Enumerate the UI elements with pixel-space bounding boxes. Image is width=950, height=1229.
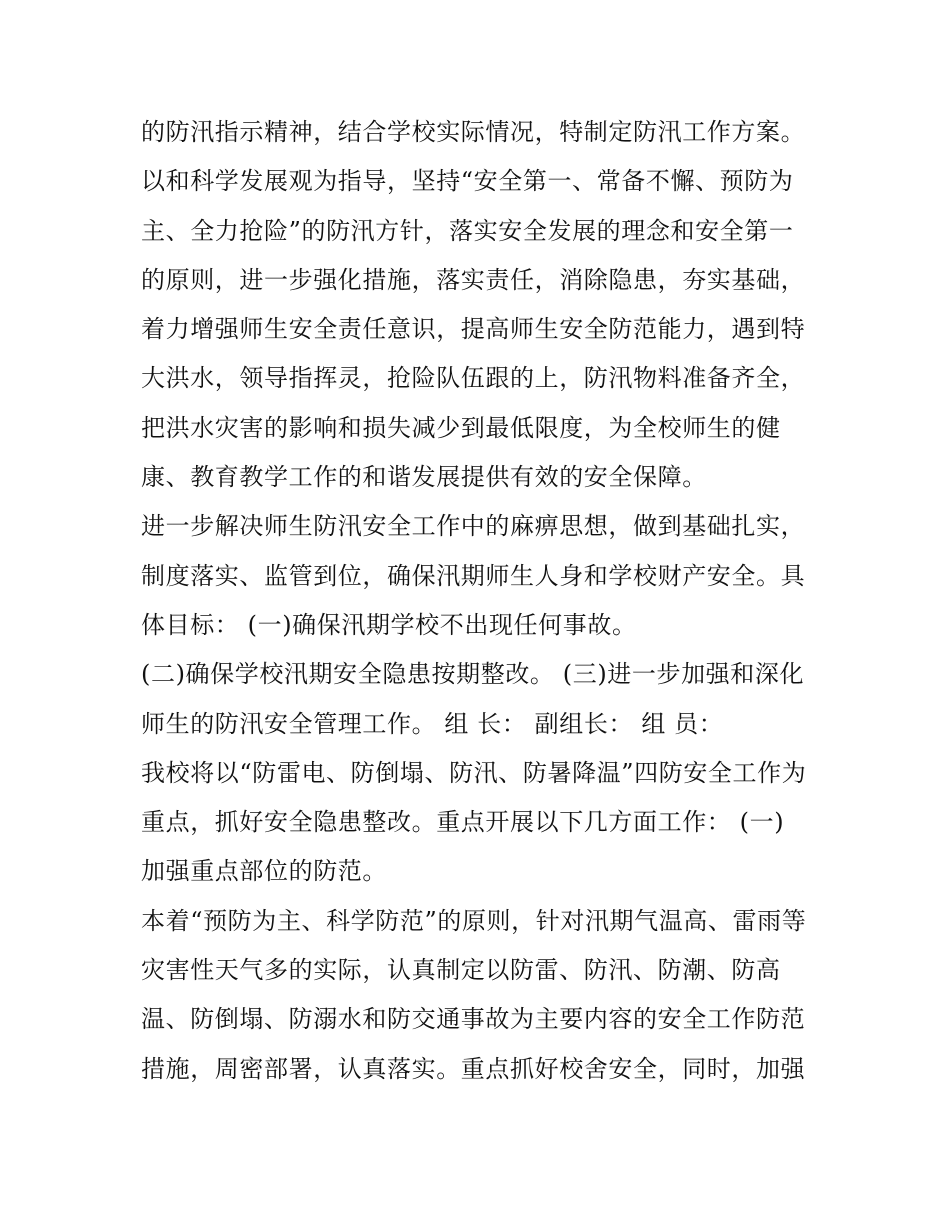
document-body	[141, 108, 821, 1094]
text-line: 的原则，进一步强化措施，落实责任，消除隐患，夯实基础，	[141, 265, 806, 294]
text-line: 本着“预防为主、科学防范”的原则，针对汛期气温高、雷雨等	[141, 906, 807, 935]
text-line: 措施，周密部署，认真落实。重点抓好校舍安全，同时，加强	[141, 1054, 806, 1083]
text-line: 体目标： (一)确保汛期学校不出现任何事故。	[141, 610, 637, 639]
text-line: 康、教育教学工作的和谐发展提供有效的安全保障。	[141, 463, 707, 492]
text-line: 加强重点部位的防范。	[141, 857, 387, 886]
text-line: 着力增强师生安全责任意识，提高师生安全防范能力，遇到特	[141, 315, 806, 344]
text-line: 以和科学发展观为指导，坚持“安全第一、常备不懈、预防为	[141, 167, 794, 196]
text-line: 制度落实、监管到位，确保汛期师生人身和学校财产安全。具	[141, 561, 806, 590]
text-line: 主、全力抢险”的防汛方针，落实安全发展的理念和安全第一	[141, 216, 794, 245]
text-line: 灾害性天气多的实际，认真制定以防雷、防汛、防潮、防高	[141, 956, 781, 985]
text-line: 进一步解决师生防汛安全工作中的麻痹思想，做到基础扎实，	[141, 512, 806, 541]
text-line: 大洪水，领导指挥灵，抢险队伍跟的上，防汛物料准备齐全，	[141, 364, 806, 393]
text-line: 重点，抓好安全隐患整改。重点开展以下几方面工作： (一)	[141, 808, 785, 837]
text-line: 我校将以“防雷电、防倒塌、防汛、防暑降温”四防安全工作为	[141, 758, 807, 787]
text-line: 把洪水灾害的影响和损失减少到最低限度，为全校师生的健	[141, 413, 781, 442]
text-line: (二)确保学校汛期安全隐患按期整改。 (三)进一步加强和深化	[141, 660, 805, 689]
text-line: 温、防倒塌、防溺水和防交通事故为主要内容的安全工作防范	[141, 1005, 806, 1034]
text-line: 的防汛指示精神，结合学校实际情况，特制定防汛工作方案。	[141, 118, 806, 146]
text-line: 师生的防汛安全管理工作。 组 长： 副组长： 组 员：	[141, 709, 724, 738]
